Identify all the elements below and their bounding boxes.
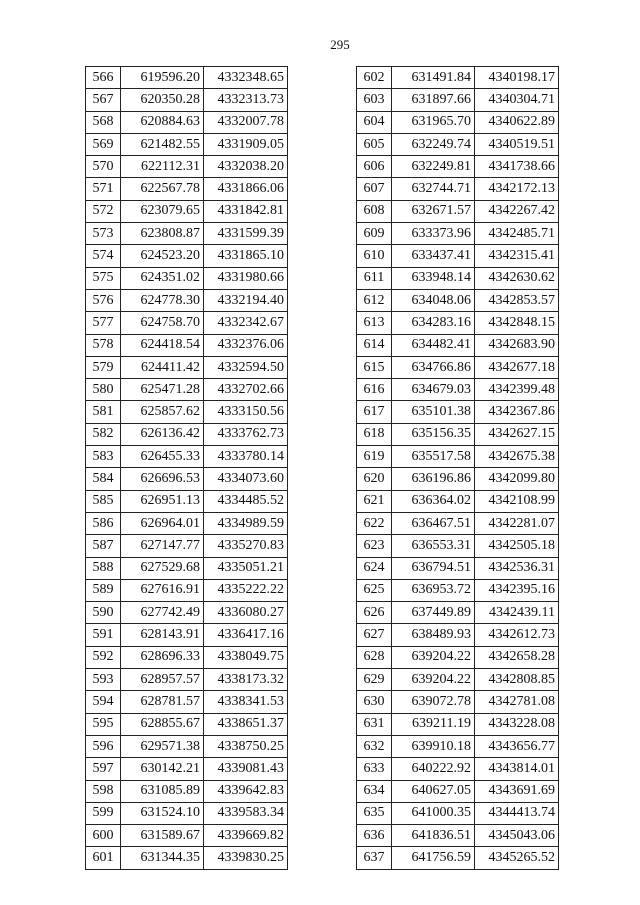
table-row	[357, 67, 559, 89]
y-coordinate-cell: 4334989.59	[204, 512, 288, 534]
point-number-cell: 614	[357, 334, 392, 356]
table-row	[86, 334, 288, 356]
point-number-cell: 586	[86, 512, 121, 534]
x-coordinate-cell: 631589.67	[121, 825, 204, 847]
point-number-cell: 605	[357, 133, 392, 155]
y-coordinate-cell: 4338651.37	[204, 713, 288, 735]
y-coordinate-cell: 4342439.11	[475, 602, 559, 624]
table-row	[86, 847, 288, 869]
point-number-cell: 574	[86, 245, 121, 267]
y-coordinate-cell: 4340519.51	[475, 133, 559, 155]
point-number-cell: 591	[86, 624, 121, 646]
page-number: 295	[330, 37, 350, 52]
x-coordinate-cell: 637449.89	[392, 602, 475, 624]
point-number-cell: 607	[357, 178, 392, 200]
table-row	[357, 691, 559, 713]
point-number-cell: 601	[86, 847, 121, 869]
x-coordinate-cell: 628143.91	[121, 624, 204, 646]
x-coordinate-cell: 631965.70	[392, 111, 475, 133]
y-coordinate-cell: 4333150.56	[204, 401, 288, 423]
table-row	[357, 557, 559, 579]
point-number-cell: 571	[86, 178, 121, 200]
y-coordinate-cell: 4342485.71	[475, 223, 559, 245]
table-row	[357, 825, 559, 847]
point-number-cell: 603	[357, 89, 392, 111]
table-row	[357, 758, 559, 780]
x-coordinate-cell: 626136.42	[121, 423, 204, 445]
y-coordinate-cell: 4336080.27	[204, 602, 288, 624]
x-coordinate-cell: 624351.02	[121, 267, 204, 289]
x-coordinate-cell: 633948.14	[392, 267, 475, 289]
x-coordinate-cell: 640222.92	[392, 758, 475, 780]
table-row	[357, 200, 559, 222]
y-coordinate-cell: 4342267.42	[475, 200, 559, 222]
x-coordinate-cell: 639072.78	[392, 691, 475, 713]
point-number-cell: 620	[357, 468, 392, 490]
point-number-cell: 629	[357, 669, 392, 691]
x-coordinate-cell: 630142.21	[121, 758, 204, 780]
x-coordinate-cell: 623808.87	[121, 223, 204, 245]
y-coordinate-cell: 4342675.38	[475, 446, 559, 468]
x-coordinate-cell: 636467.51	[392, 512, 475, 534]
y-coordinate-cell: 4340304.71	[475, 89, 559, 111]
table-row	[357, 713, 559, 735]
x-coordinate-cell: 635101.38	[392, 401, 475, 423]
point-number-cell: 568	[86, 111, 121, 133]
point-number-cell: 599	[86, 802, 121, 824]
point-number-cell: 613	[357, 312, 392, 334]
x-coordinate-cell: 628696.33	[121, 646, 204, 668]
x-coordinate-cell: 632671.57	[392, 200, 475, 222]
table-row	[86, 758, 288, 780]
x-coordinate-cell: 641000.35	[392, 802, 475, 824]
y-coordinate-cell: 4342505.18	[475, 535, 559, 557]
table-row	[357, 847, 559, 869]
table-row	[86, 735, 288, 757]
y-coordinate-cell: 4342315.41	[475, 245, 559, 267]
x-coordinate-cell: 634766.86	[392, 356, 475, 378]
y-coordinate-cell: 4345265.52	[475, 847, 559, 869]
x-coordinate-cell: 626964.01	[121, 512, 204, 534]
point-number-cell: 635	[357, 802, 392, 824]
y-coordinate-cell: 4332194.40	[204, 289, 288, 311]
y-coordinate-cell: 4336417.16	[204, 624, 288, 646]
x-coordinate-cell: 624778.30	[121, 289, 204, 311]
table-row	[357, 245, 559, 267]
x-coordinate-cell: 620350.28	[121, 89, 204, 111]
y-coordinate-cell: 4339081.43	[204, 758, 288, 780]
table-row	[357, 735, 559, 757]
y-coordinate-cell: 4332348.65	[204, 67, 288, 89]
y-coordinate-cell: 4331865.10	[204, 245, 288, 267]
table-row	[86, 446, 288, 468]
table-row	[86, 156, 288, 178]
x-coordinate-cell: 625857.62	[121, 401, 204, 423]
y-coordinate-cell: 4338173.32	[204, 669, 288, 691]
x-coordinate-cell: 636953.72	[392, 579, 475, 601]
point-number-cell: 570	[86, 156, 121, 178]
point-number-cell: 581	[86, 401, 121, 423]
y-coordinate-cell: 4343691.69	[475, 780, 559, 802]
table-row	[86, 624, 288, 646]
x-coordinate-cell: 633373.96	[392, 223, 475, 245]
y-coordinate-cell: 4343228.08	[475, 713, 559, 735]
x-coordinate-cell: 627616.91	[121, 579, 204, 601]
y-coordinate-cell: 4345043.06	[475, 825, 559, 847]
table-row	[357, 356, 559, 378]
table-row	[86, 89, 288, 111]
x-coordinate-cell: 636364.02	[392, 490, 475, 512]
point-number-cell: 625	[357, 579, 392, 601]
table-row	[357, 490, 559, 512]
x-coordinate-cell: 628957.57	[121, 669, 204, 691]
x-coordinate-cell: 624418.54	[121, 334, 204, 356]
y-coordinate-cell: 4340622.89	[475, 111, 559, 133]
table-row	[86, 713, 288, 735]
x-coordinate-cell: 620884.63	[121, 111, 204, 133]
table-row	[86, 245, 288, 267]
x-coordinate-cell: 628781.57	[121, 691, 204, 713]
x-coordinate-cell: 632744.71	[392, 178, 475, 200]
y-coordinate-cell: 4334485.52	[204, 490, 288, 512]
y-coordinate-cell: 4344413.74	[475, 802, 559, 824]
point-number-cell: 582	[86, 423, 121, 445]
point-number-cell: 619	[357, 446, 392, 468]
point-number-cell: 575	[86, 267, 121, 289]
y-coordinate-cell: 4342367.86	[475, 401, 559, 423]
y-coordinate-cell: 4335222.22	[204, 579, 288, 601]
y-coordinate-cell: 4343814.01	[475, 758, 559, 780]
point-number-cell: 583	[86, 446, 121, 468]
point-number-cell: 634	[357, 780, 392, 802]
y-coordinate-cell: 4342612.73	[475, 624, 559, 646]
table-row	[86, 646, 288, 668]
point-number-cell: 588	[86, 557, 121, 579]
y-coordinate-cell: 4331599.39	[204, 223, 288, 245]
y-coordinate-cell: 4335051.21	[204, 557, 288, 579]
x-coordinate-cell: 624411.42	[121, 356, 204, 378]
point-number-cell: 589	[86, 579, 121, 601]
y-coordinate-cell: 4338049.75	[204, 646, 288, 668]
point-number-cell: 592	[86, 646, 121, 668]
coordinates-table-right	[356, 66, 559, 870]
x-coordinate-cell: 625471.28	[121, 379, 204, 401]
table-row	[357, 468, 559, 490]
table-row	[86, 557, 288, 579]
table-row	[86, 512, 288, 534]
y-coordinate-cell: 4342781.08	[475, 691, 559, 713]
point-number-cell: 608	[357, 200, 392, 222]
table-row	[86, 825, 288, 847]
table-row	[86, 490, 288, 512]
point-number-cell: 611	[357, 267, 392, 289]
x-coordinate-cell: 636196.86	[392, 468, 475, 490]
table-row	[357, 446, 559, 468]
point-number-cell: 577	[86, 312, 121, 334]
table-row	[86, 802, 288, 824]
point-number-cell: 606	[357, 156, 392, 178]
point-number-cell: 597	[86, 758, 121, 780]
y-coordinate-cell: 4342630.62	[475, 267, 559, 289]
y-coordinate-cell: 4342808.85	[475, 669, 559, 691]
x-coordinate-cell: 631897.66	[392, 89, 475, 111]
x-coordinate-cell: 641836.51	[392, 825, 475, 847]
table-row	[357, 178, 559, 200]
y-coordinate-cell: 4332342.67	[204, 312, 288, 334]
point-number-cell: 600	[86, 825, 121, 847]
point-number-cell: 636	[357, 825, 392, 847]
x-coordinate-cell: 626951.13	[121, 490, 204, 512]
y-coordinate-cell: 4342848.15	[475, 312, 559, 334]
x-coordinate-cell: 635156.35	[392, 423, 475, 445]
y-coordinate-cell: 4343656.77	[475, 735, 559, 757]
point-number-cell: 628	[357, 646, 392, 668]
table-row	[357, 423, 559, 445]
point-number-cell: 612	[357, 289, 392, 311]
point-number-cell: 567	[86, 89, 121, 111]
y-coordinate-cell: 4342108.99	[475, 490, 559, 512]
y-coordinate-cell: 4339583.34	[204, 802, 288, 824]
y-coordinate-cell: 4331909.05	[204, 133, 288, 155]
y-coordinate-cell: 4332038.20	[204, 156, 288, 178]
x-coordinate-cell: 624523.20	[121, 245, 204, 267]
x-coordinate-cell: 622567.78	[121, 178, 204, 200]
table-row	[86, 223, 288, 245]
point-number-cell: 626	[357, 602, 392, 624]
y-coordinate-cell: 4342683.90	[475, 334, 559, 356]
x-coordinate-cell: 636553.31	[392, 535, 475, 557]
y-coordinate-cell: 4331842.81	[204, 200, 288, 222]
y-coordinate-cell: 4334073.60	[204, 468, 288, 490]
table-row	[86, 423, 288, 445]
x-coordinate-cell: 634482.41	[392, 334, 475, 356]
y-coordinate-cell: 4333780.14	[204, 446, 288, 468]
x-coordinate-cell: 640627.05	[392, 780, 475, 802]
x-coordinate-cell: 631524.10	[121, 802, 204, 824]
point-number-cell: 580	[86, 379, 121, 401]
point-number-cell: 604	[357, 111, 392, 133]
table-row	[357, 267, 559, 289]
x-coordinate-cell: 634283.16	[392, 312, 475, 334]
y-coordinate-cell: 4342627.15	[475, 423, 559, 445]
point-number-cell: 593	[86, 669, 121, 691]
x-coordinate-cell: 635517.58	[392, 446, 475, 468]
y-coordinate-cell: 4338341.53	[204, 691, 288, 713]
point-number-cell: 609	[357, 223, 392, 245]
x-coordinate-cell: 639204.22	[392, 669, 475, 691]
point-number-cell: 627	[357, 624, 392, 646]
table-row	[357, 802, 559, 824]
y-coordinate-cell: 4342658.28	[475, 646, 559, 668]
point-number-cell: 566	[86, 67, 121, 89]
x-coordinate-cell: 632249.81	[392, 156, 475, 178]
point-number-cell: 615	[357, 356, 392, 378]
table-row	[357, 111, 559, 133]
table-row	[357, 379, 559, 401]
point-number-cell: 569	[86, 133, 121, 155]
x-coordinate-cell: 638489.93	[392, 624, 475, 646]
y-coordinate-cell: 4339669.82	[204, 825, 288, 847]
point-number-cell: 579	[86, 356, 121, 378]
x-coordinate-cell: 626455.33	[121, 446, 204, 468]
x-coordinate-cell: 631344.35	[121, 847, 204, 869]
y-coordinate-cell: 4342395.16	[475, 579, 559, 601]
x-coordinate-cell: 627529.68	[121, 557, 204, 579]
point-number-cell: 598	[86, 780, 121, 802]
point-number-cell: 578	[86, 334, 121, 356]
table-row	[86, 669, 288, 691]
table-row	[86, 289, 288, 311]
x-coordinate-cell: 633437.41	[392, 245, 475, 267]
table-row	[86, 111, 288, 133]
table-row	[86, 67, 288, 89]
x-coordinate-cell: 619596.20	[121, 67, 204, 89]
y-coordinate-cell: 4342536.31	[475, 557, 559, 579]
table-row	[357, 334, 559, 356]
point-number-cell: 595	[86, 713, 121, 735]
table-row	[86, 691, 288, 713]
table-row	[86, 579, 288, 601]
point-number-cell: 596	[86, 735, 121, 757]
y-coordinate-cell: 4332007.78	[204, 111, 288, 133]
y-coordinate-cell: 4332594.50	[204, 356, 288, 378]
table-row	[357, 624, 559, 646]
point-number-cell: 576	[86, 289, 121, 311]
x-coordinate-cell: 626696.53	[121, 468, 204, 490]
x-coordinate-cell: 621482.55	[121, 133, 204, 155]
x-coordinate-cell: 627147.77	[121, 535, 204, 557]
table-row	[357, 289, 559, 311]
y-coordinate-cell: 4335270.83	[204, 535, 288, 557]
y-coordinate-cell: 4342099.80	[475, 468, 559, 490]
point-number-cell: 621	[357, 490, 392, 512]
y-coordinate-cell: 4342677.18	[475, 356, 559, 378]
x-coordinate-cell: 634679.03	[392, 379, 475, 401]
table-row	[86, 200, 288, 222]
point-number-cell: 585	[86, 490, 121, 512]
x-coordinate-cell: 641756.59	[392, 847, 475, 869]
table-row	[357, 156, 559, 178]
x-coordinate-cell: 632249.74	[392, 133, 475, 155]
coordinates-table-left	[85, 66, 288, 870]
point-number-cell: 594	[86, 691, 121, 713]
x-coordinate-cell: 636794.51	[392, 557, 475, 579]
table-row	[86, 178, 288, 200]
x-coordinate-cell: 639910.18	[392, 735, 475, 757]
y-coordinate-cell: 4332702.66	[204, 379, 288, 401]
table-row	[357, 602, 559, 624]
table-row	[357, 535, 559, 557]
point-number-cell: 617	[357, 401, 392, 423]
point-number-cell: 637	[357, 847, 392, 869]
y-coordinate-cell: 4342853.57	[475, 289, 559, 311]
y-coordinate-cell: 4332313.73	[204, 89, 288, 111]
point-number-cell: 590	[86, 602, 121, 624]
point-number-cell: 623	[357, 535, 392, 557]
point-number-cell: 584	[86, 468, 121, 490]
point-number-cell: 630	[357, 691, 392, 713]
table-row	[86, 379, 288, 401]
x-coordinate-cell: 634048.06	[392, 289, 475, 311]
x-coordinate-cell: 639204.22	[392, 646, 475, 668]
x-coordinate-cell: 622112.31	[121, 156, 204, 178]
table-row	[357, 780, 559, 802]
table-row	[357, 512, 559, 534]
table-row	[86, 780, 288, 802]
table-row	[357, 133, 559, 155]
table-row	[357, 312, 559, 334]
y-coordinate-cell: 4340198.17	[475, 67, 559, 89]
x-coordinate-cell: 628855.67	[121, 713, 204, 735]
table-row	[357, 401, 559, 423]
point-number-cell: 631	[357, 713, 392, 735]
point-number-cell: 573	[86, 223, 121, 245]
point-number-cell: 618	[357, 423, 392, 445]
y-coordinate-cell: 4342399.48	[475, 379, 559, 401]
point-number-cell: 602	[357, 67, 392, 89]
table-row	[86, 468, 288, 490]
x-coordinate-cell: 629571.38	[121, 735, 204, 757]
y-coordinate-cell: 4332376.06	[204, 334, 288, 356]
table-row	[357, 669, 559, 691]
x-coordinate-cell: 623079.65	[121, 200, 204, 222]
y-coordinate-cell: 4338750.25	[204, 735, 288, 757]
point-number-cell: 572	[86, 200, 121, 222]
y-coordinate-cell: 4331980.66	[204, 267, 288, 289]
table-row	[86, 401, 288, 423]
y-coordinate-cell: 4341738.66	[475, 156, 559, 178]
y-coordinate-cell: 4342281.07	[475, 512, 559, 534]
x-coordinate-cell: 639211.19	[392, 713, 475, 735]
point-number-cell: 587	[86, 535, 121, 557]
table-row	[86, 602, 288, 624]
table-row	[86, 312, 288, 334]
y-coordinate-cell: 4333762.73	[204, 423, 288, 445]
table-row	[357, 223, 559, 245]
table-row	[357, 89, 559, 111]
point-number-cell: 610	[357, 245, 392, 267]
y-coordinate-cell: 4342172.13	[475, 178, 559, 200]
y-coordinate-cell: 4339642.83	[204, 780, 288, 802]
y-coordinate-cell: 4339830.25	[204, 847, 288, 869]
x-coordinate-cell: 631491.84	[392, 67, 475, 89]
table-row	[86, 267, 288, 289]
table-row	[357, 646, 559, 668]
x-coordinate-cell: 631085.89	[121, 780, 204, 802]
point-number-cell: 624	[357, 557, 392, 579]
point-number-cell: 633	[357, 758, 392, 780]
x-coordinate-cell: 624758.70	[121, 312, 204, 334]
x-coordinate-cell: 627742.49	[121, 602, 204, 624]
point-number-cell: 622	[357, 512, 392, 534]
table-row	[86, 535, 288, 557]
table-row	[86, 133, 288, 155]
point-number-cell: 616	[357, 379, 392, 401]
table-row	[357, 579, 559, 601]
point-number-cell: 632	[357, 735, 392, 757]
table-row	[86, 356, 288, 378]
y-coordinate-cell: 4331866.06	[204, 178, 288, 200]
